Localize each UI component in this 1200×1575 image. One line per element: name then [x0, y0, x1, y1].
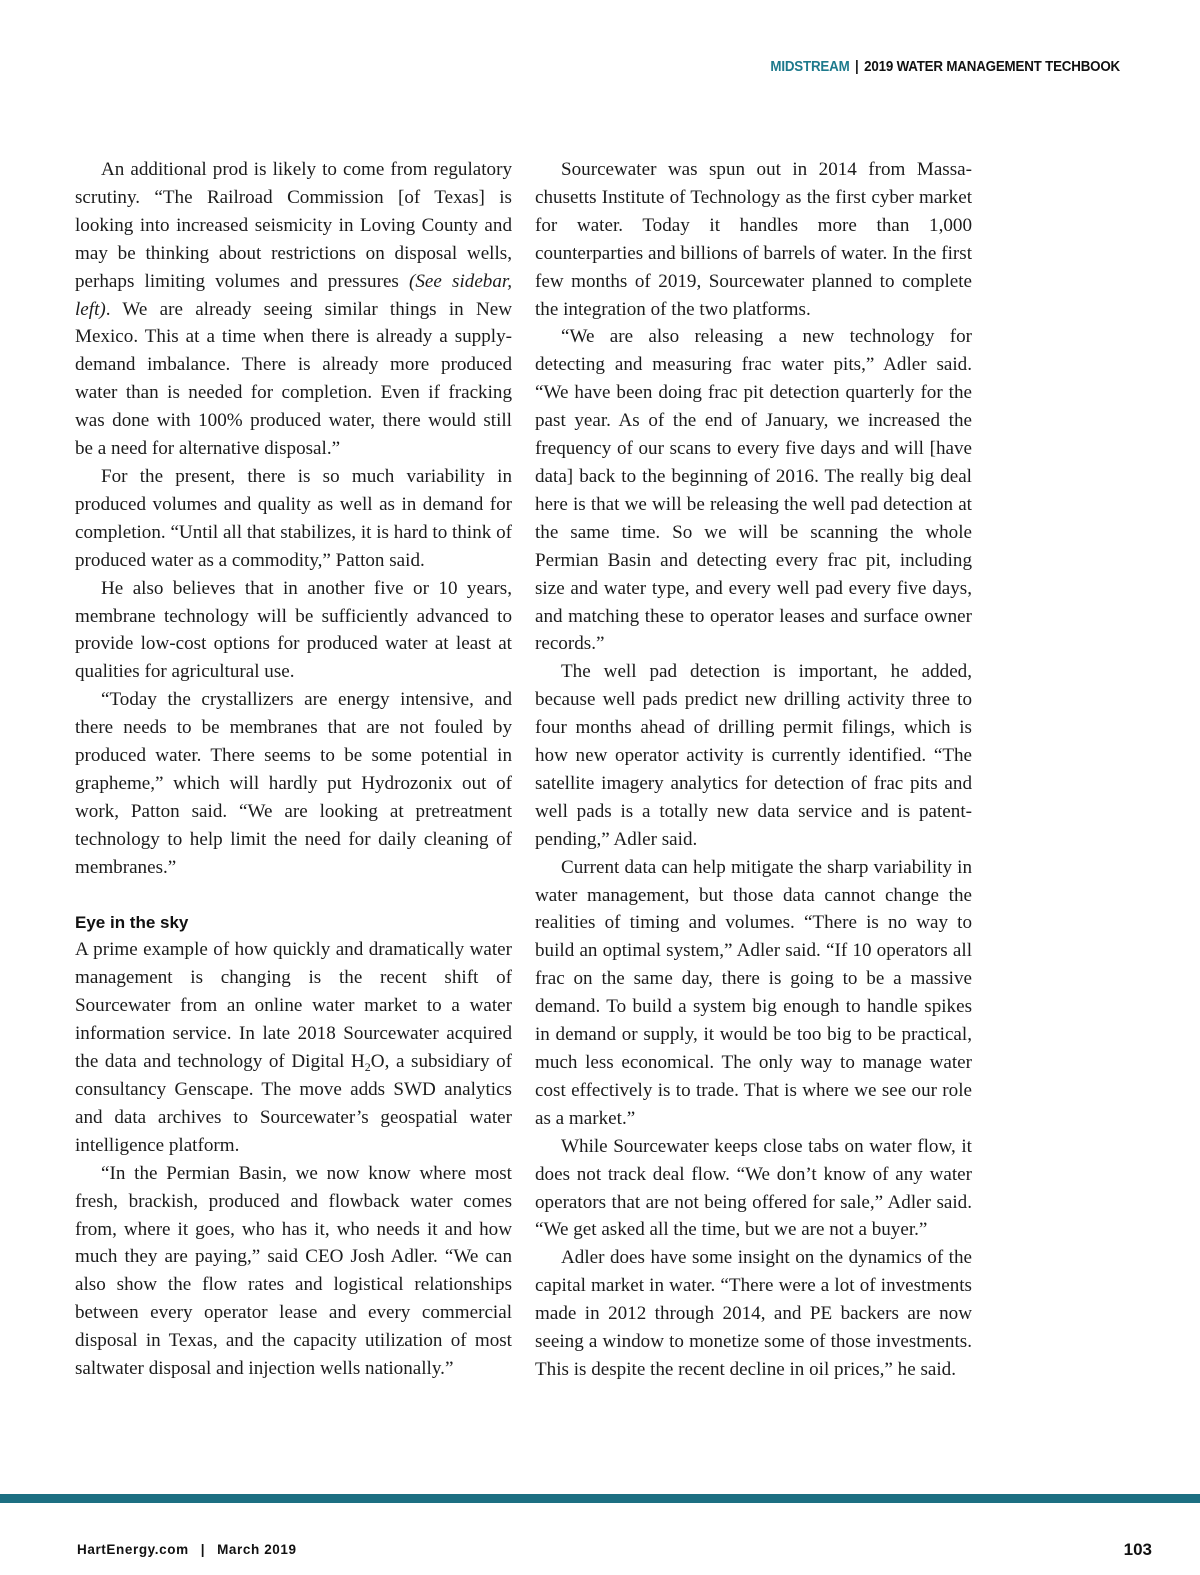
issue-date: March 2019 [217, 1542, 297, 1557]
paragraph-text: A prime example of how quickly and dramatically water management is changing is the recent shift of Sourcewater from an online water market to a water information service. In late 2018 Sourcewater acquired the data and technology of Digital H [75, 939, 512, 1073]
paragraph: “In the Permian Basin, we now know where most fresh, brackish, produced and flowback water comes from, where it goes, who has it, who needs it and how much they are paying,” said CEO Josh Adler. “We can also show the flow rates and logistical relationships between every operator lease and every commercial disposal in Texas, and the capacity utilization of most saltwater disposal and injection wells nationally.” [75, 1162, 512, 1380]
paragraph-text: . We are already seeing similar things in New Mexico. This at a time when there is already a supply-demand imbalance. There is already more produced water than is needed for completion. Even if fracking was done with 100% produced water, there would still be a need for alternative disposal.” [75, 298, 512, 460]
paragraph: “Today the crystallizers are energy intensive, and there needs to be membranes that are not fouled by produced water. There seems to be some potential in grapheme,” which will hardly put Hydrozonix out of work, Patton said. “We are looking at pretreatment technology to help limit the need for daily cleaning of membranes.” [75, 689, 512, 878]
paragraph: He also believes that in another five or 10 years, membrane technology will be sufficiently advanced to provide low-cost options for produced water at least at qualities for agricultural use. [75, 577, 512, 683]
paragraph: Sourcewater was spun out in 2014 from Massachusetts Institute of Technology as the first cyber market for water. Today it handles more than 1,000 counterparties and billions of barrels of water. In the first few months of 2019, Sourcewater planned to complete the integration of the two platforms. [535, 159, 972, 320]
paragraph: While Sourcewater keeps close tabs on water flow, it does not track deal flow. “We don’t know of any water operators that are not being offered for sale,” Adler said. “We get asked all the time, but we are not a buyer.” [535, 1135, 972, 1241]
paragraph-text: O, a subsidiary of consultancy Genscape. The move adds SWD analytics and data archives to Sourcewater’s geospatial water intelligence platform. [75, 1051, 512, 1156]
paragraph [75, 156, 512, 463]
paragraph: “We are also releasing a new technology for detecting and measuring frac water pits,” Adler said. “We have been doing frac pit detection quarterly for the past year. As of the end of January, we increased the frequency of our scans to every five days and will [have data] back to the beginning of 2016. The really big deal here is that we will be releasing the well pad detection at the same time. So we will be scanning the whole Permian Basin and detecting every frac pit, including size and water type, and every well pad every five days, and matching these to operator leases and surface owner records.” [535, 326, 972, 655]
subheading: Eye in the sky [75, 912, 189, 932]
running-head [770, 59, 1120, 75]
sidebar-reference: (See sidebar, left) [75, 270, 512, 320]
right-column [535, 156, 972, 1384]
paragraph [75, 936, 512, 1159]
subscript: 2 [364, 1060, 371, 1075]
website-link[interactable]: HartEnergy.com [77, 1542, 189, 1557]
paragraph: Adler does have some insight on the dynamics of the capital market in water. “There were a lot of investments made in 2012 through 2014, and PE backers are now seeing a window to monetize some of those investments. This is despite the recent decline in oil prices,” he said. [535, 1247, 972, 1380]
paragraph: For the present, there is so much variability in produced volumes and quality as well as in demand for completion. “Until all that stabilizes, it is hard to think of produced water as a commodity,” Patton said. [75, 465, 512, 571]
page-number: 103 [1123, 1540, 1152, 1559]
footer-rule [0, 1494, 1200, 1503]
left-column [75, 156, 512, 1383]
footer-separator: | [200, 1542, 206, 1557]
paragraph: The well pad detection is important, he added, because well pads predict new drilling activity three to four months ahead of drilling permit filings, which is how new operator activity is currently identified. “The satellite imagery analytics for detection of frac pits and well pads is a totally new data service and is patent-pending,” Adler said. [535, 661, 972, 850]
section-label: MIDSTREAM [770, 59, 850, 75]
header-separator: | [855, 59, 859, 75]
footer-credit [77, 1542, 297, 1557]
paragraph: Current data can help mitigate the sharp variability in water management, but those data cannot change the realities of timing and volumes. “There is no way to build an optimal system,” Adler said. “If 10 operators all frac on the same day, there is going to be a massive demand. To build a system big enough to handle spikes in demand or supply, it would be too big to be practical, much less economical. The only way to manage water cost effectively is to trade. That is where we see our role as a market.” [535, 856, 972, 1129]
publication-title: 2019 WATER MANAGEMENT TECHBOOK [864, 59, 1120, 75]
paragraph-text: An additional prod is likely to come from regulatory scrutiny. “The Railroad Commission [of Texas] is looking into increased seismicity in Loving County and may be thinking about restrictions on disposal wells, perhaps limiting volumes and pressures [75, 159, 512, 292]
